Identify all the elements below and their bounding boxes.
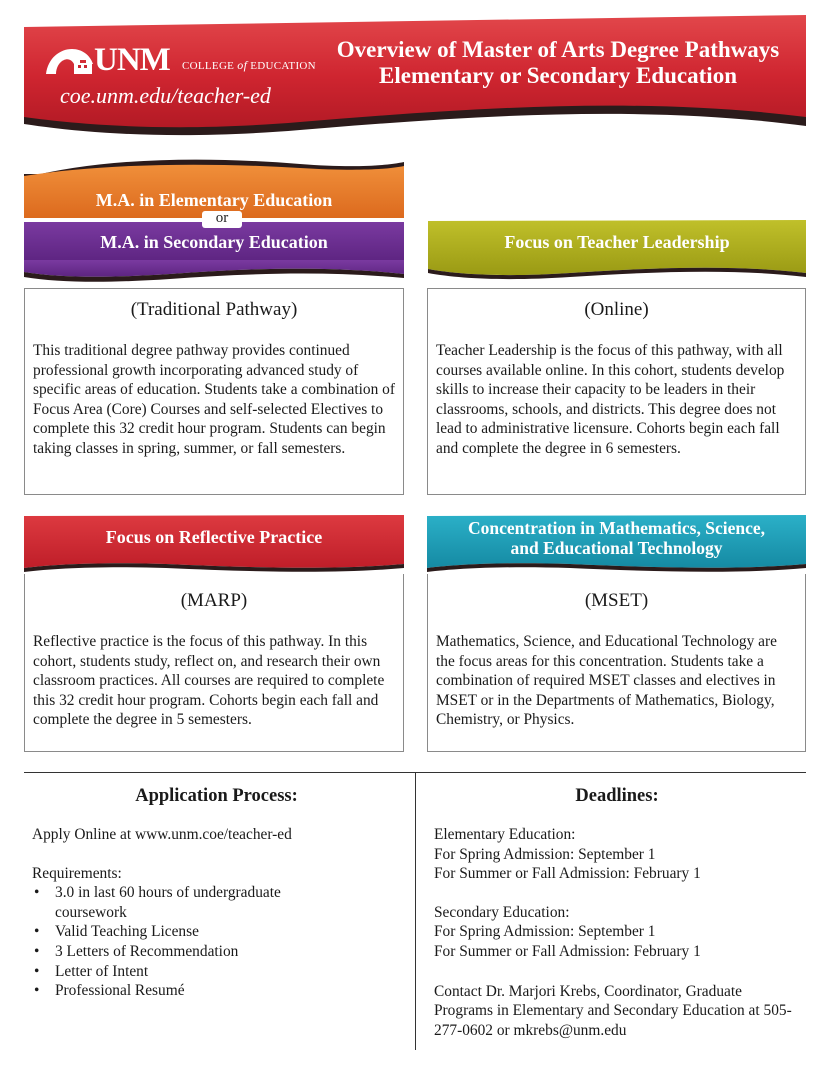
traditional-banner-top: M.A. in Elementary Education — [95, 190, 333, 210]
secondary-spring-deadline: For Spring Admission: September 1 — [434, 923, 656, 941]
college-name — [182, 58, 316, 73]
traditional-description: This traditional degree pathway provides continued professional growth incorporating advanced study of specific areas of education. Students take a combination of Focus Area (Core) Courses and self-selected Electives to complete this 32 credit hour program. Students can begin taking classes in spring, summer, or fall semesters. — [33, 342, 395, 457]
requirements-label: Requirements: — [32, 864, 122, 882]
mset-banner-title — [427, 518, 806, 558]
secondary-label: Secondary Education: — [434, 903, 570, 921]
mset-card — [427, 574, 806, 752]
unm-arch-icon — [44, 46, 94, 76]
list-item: • Professional Resumé — [32, 981, 332, 1001]
elementary-label: Elementary Education: — [434, 826, 576, 843]
elementary-spring-deadline: For Spring Admission: September 1 — [434, 845, 656, 863]
contact-info: Contact Dr. Marjori Krebs, Coordinator, Graduate Programs in Elementary and Secondary Education at 505-277-0602 or mkrebs@unm.edu — [434, 982, 792, 1039]
leadership-description: Teacher Leadership is the focus of this pathway, with all courses available online. In this cohort, students develop skills to increase their capacity to be leaders in their classrooms, schools, and districts. This degree does not lead to administrative licensure. Cohorts begin each fall and complete the degree in 6 semesters. — [436, 342, 785, 457]
bottom-divider-vertical — [415, 772, 416, 1050]
deadlines-title: Deadlines: — [575, 786, 659, 806]
reflective-description: Reflective practice is the focus of this pathway. In this cohort, students study, reflect on, and research their own classroom practices. All courses are required to complete this 32 credit hour program. Cohorts begin each fall and complete the degree in 5 semesters. — [33, 633, 385, 729]
mset-banner-line2: and Educational Technology — [510, 538, 723, 558]
traditional-banner-bottom: M.A. in Secondary Education — [100, 232, 328, 252]
leadership-subtitle: (Online) — [584, 299, 649, 320]
application-title: Application Process: — [135, 786, 298, 806]
traditional-subtitle: (Traditional Pathway) — [130, 299, 298, 320]
requirements-list — [24, 883, 332, 1001]
college-word: COLLEGE — [182, 60, 235, 72]
education-word: EDUCATION — [250, 60, 316, 72]
reflective-card — [24, 574, 404, 752]
leadership-banner-title: Focus on Teacher Leadership — [504, 232, 730, 252]
header-url: coe.unm.edu/teacher-ed — [60, 83, 271, 108]
secondary-summer-fall-deadline: For Summer or Fall Admission: February 1 — [434, 942, 701, 960]
page-title-line2: Elementary or Secondary Education — [379, 63, 737, 88]
deadlines-section — [426, 786, 808, 1040]
application-section — [24, 786, 409, 1001]
list-item: • 3.0 in last 60 hours of undergraduate coursework — [32, 883, 332, 922]
reflective-banner-title: Focus on Reflective Practice — [105, 527, 323, 547]
traditional-banner — [0, 150, 420, 285]
mset-banner-line1: Concentration in Mathematics, Science, — [468, 518, 765, 538]
college-of-word: of — [237, 58, 248, 72]
mset-subtitle: (MSET) — [584, 590, 649, 611]
reflective-subtitle: (MARP) — [180, 590, 248, 611]
list-item: • Valid Teaching License — [32, 922, 332, 942]
mset-description: Mathematics, Science, and Educational Technology are the focus areas for this concentration. Students take a combination of required MSET classes and electives in MSET or in the Departments of Mathematics, Biology, Chemistry, or Physics. — [436, 633, 777, 729]
traditional-card — [24, 288, 404, 495]
list-item: • 3 Letters of Recommendation — [32, 942, 332, 962]
leadership-card — [427, 288, 806, 495]
elementary-summer-fall-deadline: For Summer or Fall Admission: February 1 — [434, 865, 701, 883]
apply-online-text: Apply Online at www.unm.coe/teacher-ed — [32, 826, 292, 843]
page-title-line1: Overview of Master of Arts Degree Pathways — [336, 37, 780, 62]
or-badge: or — [202, 211, 242, 228]
leadership-banner — [420, 215, 820, 285]
page-title — [318, 37, 798, 89]
list-item: • Letter of Intent — [32, 962, 332, 982]
logo-text: UNM — [94, 42, 170, 78]
